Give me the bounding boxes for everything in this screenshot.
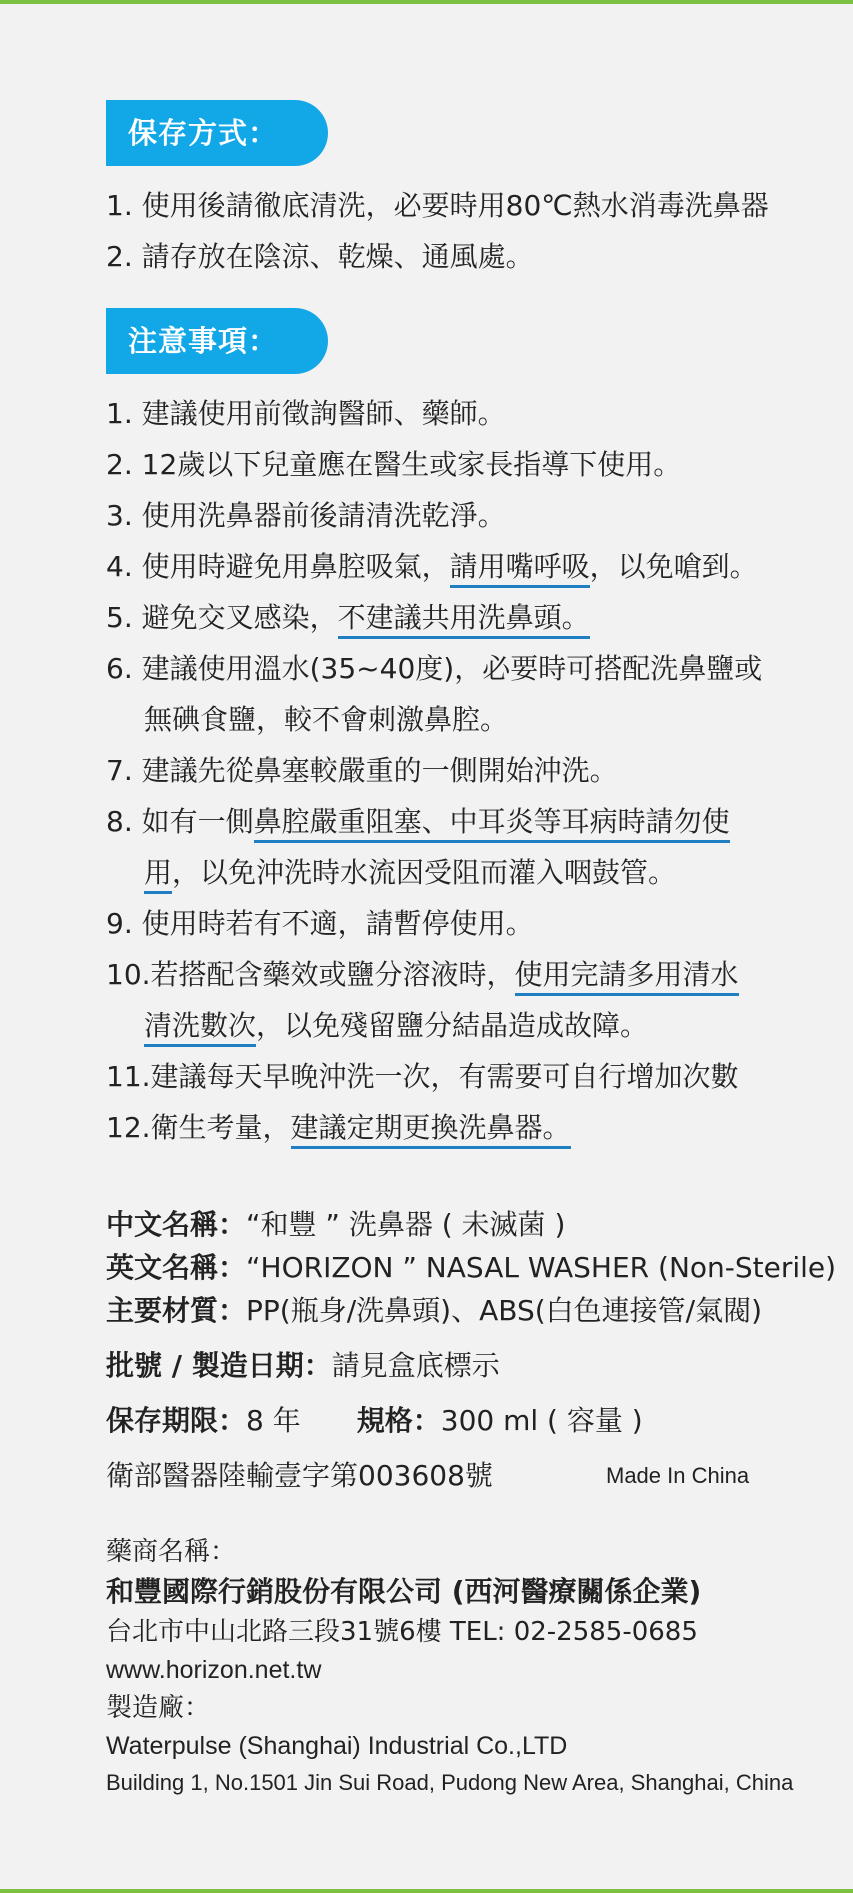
underlined-text: 用 xyxy=(144,856,172,894)
list-item: 1. 使用後請徹底清洗，必要時用80℃熱水消毒洗鼻器 xyxy=(106,189,769,222)
maker-label: 製造廠： xyxy=(106,1693,211,1723)
list-item: 9. 使用時若有不適，請暫停使用。 xyxy=(106,907,534,940)
underlined-text: 清洗數次 xyxy=(144,1009,256,1047)
license-number: 衛部醫器陸輸壹字第003608號 xyxy=(106,1459,493,1492)
list-item: 3. 使用洗鼻器前後請清洗乾淨。 xyxy=(106,499,506,532)
bottom-border xyxy=(0,1889,853,1893)
shelf-and-size: 保存期限：8 年 規格：300 ml ( 容量 ) xyxy=(106,1404,643,1437)
dealer-name: 和豐國際行銷股份有限公司 (西河醫療關係企業) xyxy=(106,1575,702,1608)
maker-address: Building 1, No.1501 Jin Sui Road, Pudong New Area, Shanghai, China xyxy=(106,1770,794,1795)
storage-list xyxy=(106,180,826,282)
list-item: 8. 如有一側鼻腔嚴重阻塞、中耳炎等耳病時請勿使 xyxy=(106,796,826,847)
dealer-label: 藥商名稱： xyxy=(106,1537,237,1567)
list-item: 2. 12歲以下兒童應在醫生或家長指導下使用。 xyxy=(106,448,682,481)
batch-date: 批號 / 製造日期：請見盒底標示 xyxy=(106,1349,500,1382)
maker-name: Waterpulse (Shanghai) Industrial Co.,LTD xyxy=(106,1732,568,1760)
list-item: 5. 避免交叉感染，不建議共用洗鼻頭。 xyxy=(106,592,826,643)
top-border xyxy=(0,0,853,4)
website: www.horizon.net.tw xyxy=(106,1656,322,1684)
list-item: 7. 建議先從鼻塞較嚴重的一側開始沖洗。 xyxy=(106,754,618,787)
dealer-address: 台北市中山北路三段31號6樓 TEL: 02-2585-0685 xyxy=(106,1617,698,1647)
list-item: 4. 使用時避免用鼻腔吸氣，請用嘴呼吸，以免嗆到。 xyxy=(106,541,826,592)
underlined-text: 請用嘴呼吸 xyxy=(450,550,590,588)
product-specs xyxy=(106,1203,837,1497)
leaflet-content xyxy=(106,100,837,1801)
list-item-continuation: 用，以免沖洗時水流因受阻而灌入咽鼓管。 xyxy=(106,847,826,898)
made-in: Made In China xyxy=(606,1463,750,1488)
list-item: 11.建議每天早晚沖洗一次，有需要可自行增加次數 xyxy=(106,1060,739,1093)
english-name: 英文名稱：“HORIZON ” NASAL WASHER (Non-Sterile) xyxy=(106,1251,837,1284)
underlined-text: 使用完請多用清水 xyxy=(515,958,739,996)
underlined-text: 不建議共用洗鼻頭。 xyxy=(338,601,590,639)
underlined-text: 建議定期更換洗鼻器。 xyxy=(291,1111,571,1149)
list-item: 6. 建議使用溫水(35~40度)，必要時可搭配洗鼻鹽或 xyxy=(106,652,763,685)
list-item-continuation: 無碘食鹽，較不會刺激鼻腔。 xyxy=(144,703,509,736)
list-item-continuation: 清洗數次，以免殘留鹽分結晶造成故障。 xyxy=(106,1000,826,1051)
license-line xyxy=(106,1454,826,1497)
notes-heading: 注意事項： xyxy=(106,308,328,374)
material: 主要材質：PP(瓶身/洗鼻頭)、ABS(白色連接管/氣閥) xyxy=(106,1294,762,1327)
notes-list xyxy=(106,388,826,1153)
underlined-text: 鼻腔嚴重阻塞、中耳炎等耳病時請勿使 xyxy=(254,805,730,843)
list-item: 1. 建議使用前徵詢醫師、藥師。 xyxy=(106,397,506,430)
chinese-name: 中文名稱：“和豐 ” 洗鼻器 ( 未滅菌 ) xyxy=(106,1208,566,1241)
company-info xyxy=(106,1533,826,1801)
list-item: 12.衛生考量，建議定期更換洗鼻器。 xyxy=(106,1102,826,1153)
list-item: 10.若搭配含藥效或鹽分溶液時，使用完請多用清水 xyxy=(106,949,826,1000)
list-item: 2. 請存放在陰涼、乾燥、通風處。 xyxy=(106,240,534,273)
storage-heading: 保存方式： xyxy=(106,100,328,166)
